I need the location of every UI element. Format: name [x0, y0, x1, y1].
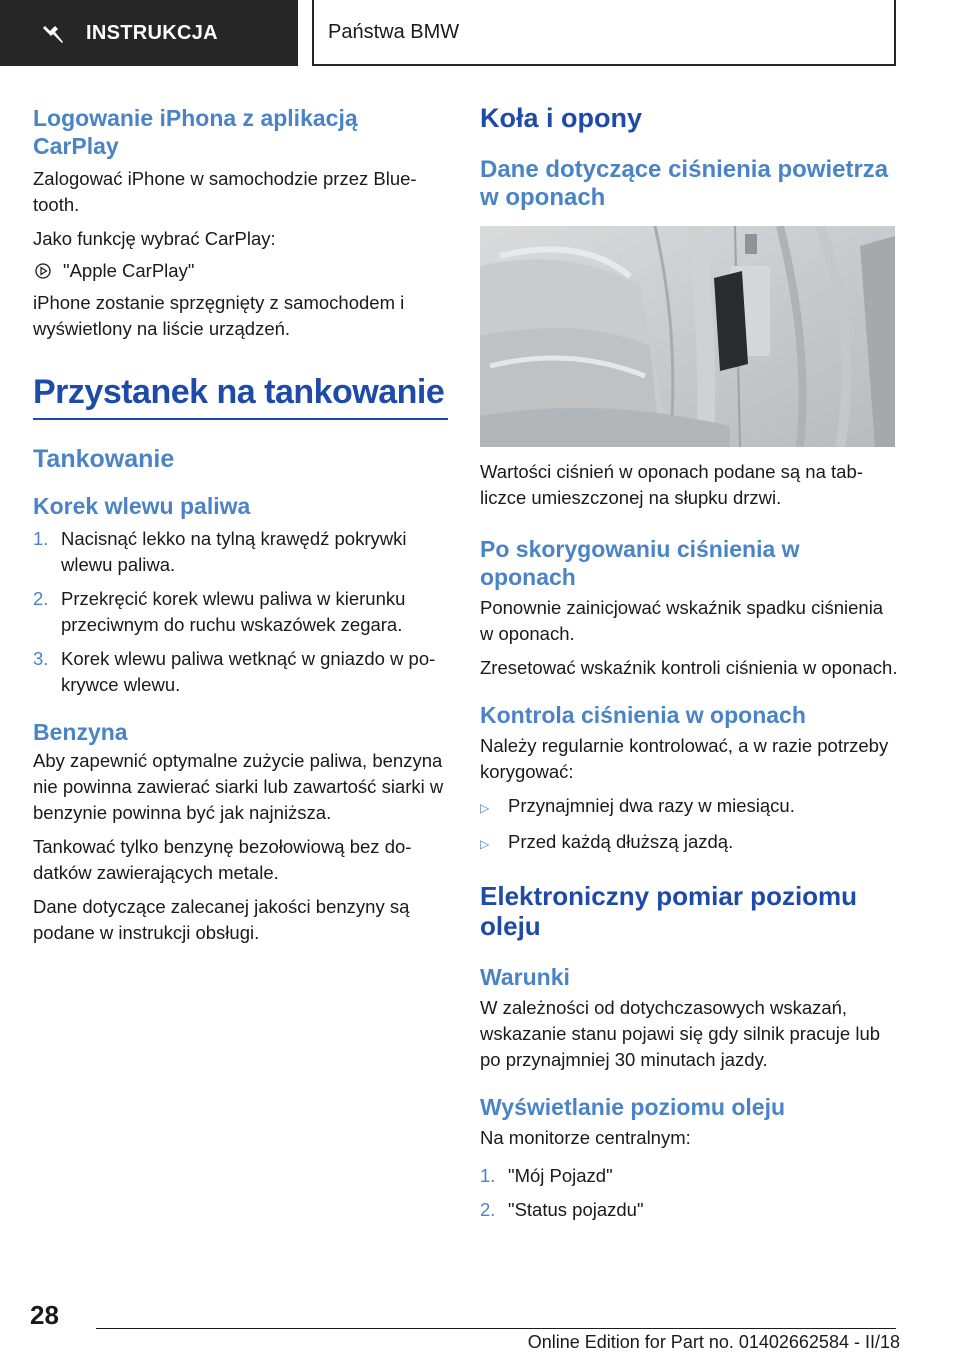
conditions-heading: Warunki — [480, 964, 570, 990]
after-paragraph-1: Ponownie zainicjować wskaźnik spadku ciśnienia w oponach. — [480, 597, 884, 644]
oil-title: Elektroniczny pomiar poziomu oleju — [480, 881, 858, 941]
wheels-title: Koła i opony — [480, 103, 642, 133]
tank-heading: Tankowanie — [33, 445, 175, 473]
control-heading: Kontrola ciśnienia w oponach — [480, 702, 806, 728]
triangle-bullet-icon: ▷ — [480, 837, 490, 851]
control-paragraph: Należy regularnie kontrolować, a w razie potrzeby korygować: — [480, 735, 889, 782]
section-rule — [33, 418, 448, 420]
list-item: ▷ Przed każdą dłuższą jazdą. — [480, 829, 898, 857]
edition-footer: Online Edition for Part no. 01402662584 - II/18 — [527, 1332, 900, 1352]
after-heading: Po skorygowaniu ciśnienia w oponach — [480, 536, 800, 590]
display-steps-list — [480, 1163, 898, 1223]
petrol-paragraph-3: Dane dotyczące zalecanej jakości benzyny są podane w instrukcji obsługi. — [33, 896, 410, 943]
list-item: 2. "Status pojazdu" — [480, 1199, 644, 1220]
brand-label: INSTRUKCJA — [86, 21, 218, 44]
list-item: 3. Korek wlewu paliwa wetknąć w gniazdo w pokrywce wlewu. — [33, 648, 436, 695]
footer-rule — [96, 1328, 896, 1329]
carplay-heading: Logowanie iPhona z aplikacją CarPlay — [33, 105, 358, 159]
carplay-paragraph-1: Zalogować iPhone w samochodzie przez Bluetooth. — [33, 168, 417, 215]
cap-steps-list — [33, 526, 448, 698]
brand-tab[interactable] — [0, 0, 298, 66]
list-item: ▷ Przynajmniej dwa razy w miesiącu. — [480, 793, 898, 821]
play-circle-icon — [35, 263, 51, 279]
petrol-paragraph-2: Tankować tylko benzynę bezołowiową bez dodatków zawierających metale. — [33, 836, 412, 883]
display-heading: Wyświetlanie poziomu oleju — [480, 1094, 786, 1120]
page-header — [0, 0, 960, 66]
list-item: 2. Przekręcić korek wlewu paliwa w kierunku przeciwnym do ruchu wskazówek zegara. — [33, 588, 406, 635]
petrol-heading: Benzyna — [33, 719, 128, 745]
page-number: 28 — [30, 1300, 59, 1330]
right-column — [480, 96, 898, 1223]
document-title-tab[interactable] — [312, 0, 896, 66]
list-item: 1. "Mój Pojazd" — [480, 1165, 613, 1186]
display-paragraph: Na monitorze centralnym: — [480, 1127, 691, 1148]
left-column — [33, 96, 448, 946]
section-title: Przystanek na tankowanie — [33, 373, 445, 411]
cap-heading: Korek wlewu paliwa — [33, 493, 251, 519]
pressure-heading: Dane dotyczące ciśnienia powietrza w oponach — [480, 156, 889, 211]
control-list — [480, 793, 898, 857]
triangle-bullet-icon: ▷ — [480, 801, 490, 815]
carplay-menu-item — [33, 258, 448, 284]
document-title: Państwa BMW — [328, 20, 460, 43]
carplay-menu-label: "Apple CarPlay" — [63, 260, 195, 281]
pressure-caption: Wartości ciśnień w oponach podane są na tabliczce umieszczonej na słupku drzwi. — [480, 461, 863, 508]
petrol-paragraph-1: Aby zapewnić optymalne zużycie paliwa, benzyna nie powinna zawierać siarki lub zawartość siarki w benzynie powinna być jak najniższa. — [33, 750, 444, 823]
list-item: 1. Nacisnąć lekko na tylną krawędź pokrywki wlewu paliwa. — [33, 528, 407, 575]
bmw-pen-icon — [42, 22, 64, 44]
conditions-paragraph: W zależności od dotychczasowych wskazań, wskazanie stanu pojawi się gdy silnik pracuje lub po przynajmniej 30 minutach jazdy. — [480, 997, 881, 1070]
door-pillar-photo — [480, 226, 895, 447]
after-paragraph-2: Zresetować wskaźnik kontroli ciśnienia w oponach. — [480, 657, 898, 678]
carplay-paragraph-2: Jako funkcję wybrać CarPlay: — [33, 228, 276, 249]
carplay-paragraph-3: iPhone zostanie sprzęgnięty z samochodem i wyświetlony na liście urządzeń. — [33, 292, 405, 339]
